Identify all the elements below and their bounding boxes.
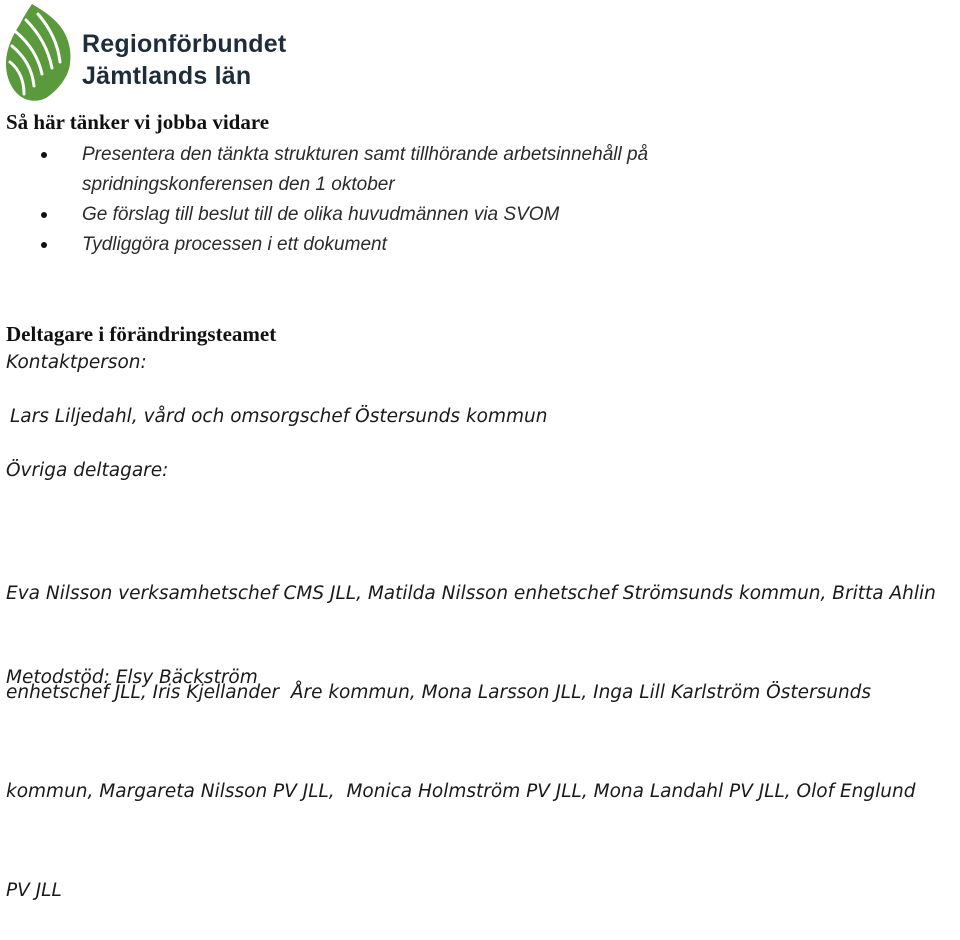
bullet-icon (41, 152, 47, 158)
bullet-icon (41, 212, 47, 218)
bullet-text: Ge förslag till beslut till de olika huvudmännen via SVOM (82, 204, 560, 225)
participants-line: enhetschef JLL, Iris Kjellander Åre kommun, Mona Larsson JLL, Inga Lill Karlström Östersunds (6, 682, 872, 703)
list-item (0, 200, 960, 230)
bullet-text: Presentera den tänkta strukturen samt tillhörande arbetsinnehåll på spridningskonferensen den 1 oktober (82, 144, 649, 195)
other-participants-label: Övriga deltagare: (6, 460, 169, 481)
region-logo-icon (2, 2, 76, 104)
method-support: Metodstöd: Elsy Bäckström (6, 667, 258, 688)
participants-paragraph (6, 511, 960, 940)
contact-person: Lars Liljedahl, vård och omsorgschef Östersunds kommun (10, 406, 548, 427)
org-name-line1: Regionförbundet (82, 30, 287, 58)
org-name-line2: Jämtlands län (82, 62, 252, 90)
list-item (0, 140, 960, 200)
participants-line: PV JLL (6, 880, 62, 901)
list-item (0, 230, 960, 260)
team-heading: Deltagare i förändringsteamet (6, 322, 277, 346)
contact-label: Kontaktperson: (6, 352, 147, 373)
bullet-text: Tydliggöra processen i ett dokument (82, 234, 387, 255)
bullet-icon (41, 242, 47, 248)
participants-line: Eva Nilsson verksamhetschef CMS JLL, Matilda Nilsson enhetschef Strömsunds kommun, Britta Ahlin (6, 583, 936, 604)
participants-line: kommun, Margareta Nilsson PV JLL, Monica Holmström PV JLL, Mona Landahl PV JLL, Olof Englund (6, 781, 916, 802)
plan-heading: Så här tänker vi jobba vidare (6, 110, 270, 134)
header (0, 0, 320, 108)
plan-bullet-list (0, 140, 960, 260)
